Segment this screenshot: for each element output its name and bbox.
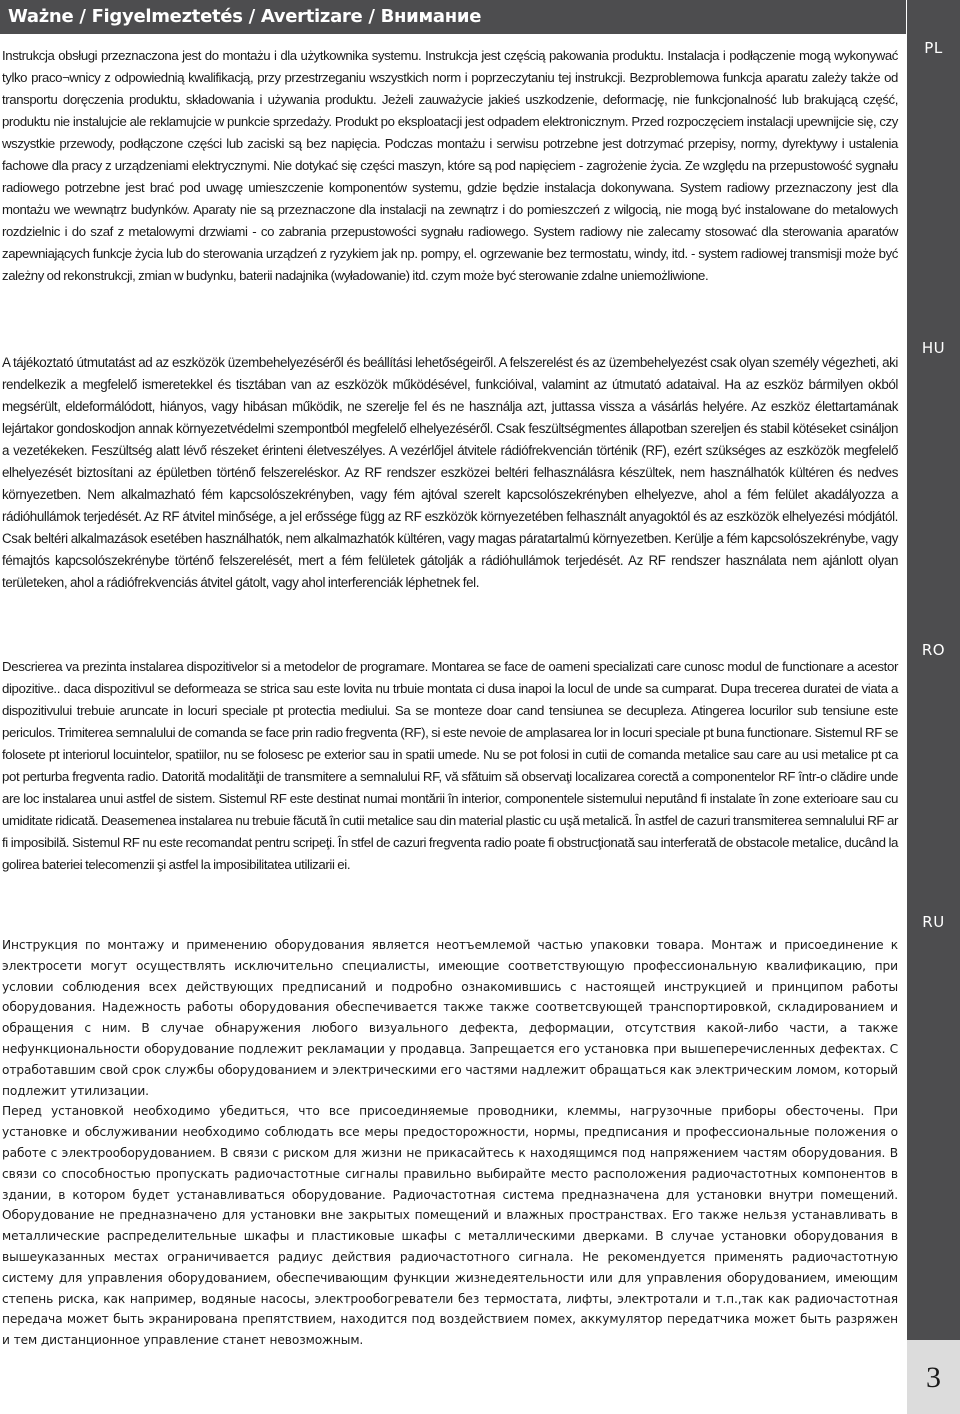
language-tag-pl: PL [924, 39, 943, 57]
language-sidebar [907, 0, 960, 1414]
paragraph-hu-1: A tájékoztató útmutatást ad az eszközök üzembehelyezéséről és beállítási lehetőségeiről. A felszerelést és az üzembehelyezést csak olyan személy végezheti, aki rendelkezik a megfelelő ismeretekkel és tisztában van az eszközök működésével, funkcióival, valamint az útmutató adataival. Ha az eszköz bármilyen okból megsérült, eldeformálódott, hiányos, vagy hibásan működik, ne szerelje fel és ne használja azt, juttassa vissza a vásárlás helyére. Az eszköz élettartamának lejártakor gondoskodjon annak környezetvédelmi szempontból megfelelő elhelyezéséről. Csak feszültségmentes állapotban szereljen és stabil kötéseket csináljon a vezetékeken. Feszültség alatt lévő részeket érinteni életveszélyes. A vezérlőjel átvitele rádiófrekvencián történik (RF), ezért szükséges az eszközök megfelelő elhelyezését biztosítani az épületben történő felszereléskor. Az RF rendszer eszközei beltéri felhasználásra készültek, nem használhatók kültéren és nedves környezetben. Nem alkalmazható fém kapcsolószekrényben, vagy fém ajtóval szerelt kapcsolószekrényben elhelyezve, ahol a fém felület akadályozza a rádióhullámok terjedését. Az RF átvitel minősége, a jel erőssége függ az RF eszközök környezetében felhasznált anyagoktól és az eszközök elhelyezési módjától. Csak beltéri alkalmazások esetében használhatók, nem alkalmazhatók kültéren, vagy magas páratartalmú környezetben. Kerülje a fém kapcsolószekrénybe, vagy fémajtós kapcsolószekrénybe történő felszerelését, mert a fém felületek gátolják a rádióhullámok terjedését. Az RF rendszer használata nem ajánlott olyan területeken, ahol a rádiófrekvenciás átvitel gátolt, vagy ahol interferenciák léphetnek fel. [2, 355, 898, 590]
paragraph-ru-1: Инструкция по монтажу и применению оборудования является неотъемлемой частью упаковки товара. Монтаж и присоединение к электросети могут осуществлять исключительно специалисты, имеющие соответствующую профессиональную квалификацию, при условии соблюдения всех действующих предписаний и подробно ознакомившись с настоящей инструкцией и принципом работы оборудования. Надежность работы оборудования обеспечивается также также соответсвующей транспортировкой, складированием и обращения с ним. В случае обнаружения любого визуального дефекта, деформации, отсутствия какой-либо части, а также нефункциональности оборудование подлежит рекламации у продавца. Запрещается его установка при вышеперечисленных дефектах. С отработавшим свой срок службы оборудованием и электрическими его частями надлежит обращаться как электрическим ломом, который подлежит утилизации. [2, 938, 898, 1098]
paragraph-ru-2: Перед установкой необходимо убедиться, что все присоединяемые проводники, клеммы, нагрузочные приборы обесточены. При установке и обслуживании необходимо соблюдать все меры предосторожности, нормы, предписания и профессиональные положения о работе с электрооборудованием. В связи с риском для жизни не прикасайтесь к находящимся под напряжением частям оборудования. В связи со способностью пропускать радиочастотные сигналы правильно выбирайте место расположения радиочастотных компонентов в здании, в котором будет устанавливаться оборудование. Радиочастотная система предназначена для установки внутри помещений. Оборудование не предназначено для установки вне закрытых помещений и влажных пространствах. Его также нельзя устанавливать в металлические распределительные шкафы и пластиковые шкафы с металлическими дверками. В случае установки оборудования в вышеуказанных местах ограничивается радиус действия радиочастотного сигнала. Не рекомендуется применять радиочастотную систему для управления оборудованием, обеспечивающим функции жизнедеятельности или для управления оборудованием, имеющим степень риска, как например, водяные насосы, электрообогреватели без термостата, лифты, электротали и т.п.,так как радиочастотная передача может быть экранирована препятствием, находится под воздействием помех, аккумулятор передатчика может быть разряжен и тем дистанционное управление станет невозможным. [2, 1104, 898, 1348]
paragraph-pl-1: Instrukcja obsługi przeznaczona jest do montażu i dla użytkownika systemu. Instrukcja jest częścią pakowania produktu. Instalacja i podłączenie mogą wykonywać tylko praco¬wnicy z odpowiednią kwalifikacją, przy przestrzeganiu wszystkich norm i poprzeczytaniu tej instrukcji. Bezproblemowa funkcja aparatu zależy także od transportu doręczenia produktu, składowania i używania produktu. Jeżeli zauważycie jakieś uszkodzenie, deformację, nie funkcjonalność lub brakującą część, produktu nie instalujcie ale reklamujcie w punkcie sprzedaży. Produkt po eksploatacji jest odpadem elektronicznym. Przed rozpoczęciem instalacji upewnijcie się, czy wszystkie przewody, podłączone części lub zaciski są bez napięcia. Podczas montażu i serwisu potrzebne jest dotrzymać przepisy, normy, dyrektywy i ustalenia fachowe dla pracy z urządzeniami elektrycznymi. Nie dotykać się części maszyn, które są pod napięciem - zagrożenie życia. Ze względu na przepustowość sygnału radiowego potrzebne jest brać pod uwagę umieszczenie komponentów systemu, gdzie będzie instalacja dokonywana. System radiowy przeznaczony jest dla montażu we wewnątrz budynków. Aparaty nie są przeznaczone dla instalacji na zewnątrz i do pomieszczeń z wilgocią, nie mogą być instalowane do metalowych rozdzielnic i do szaf z metalowymi drzwiami - co zabrania przepustowości sygnału radiowego. System radiowy nie zalecamy stosować dla sterowania aparatów zapewniających funkcje życia lub do sterowania urządzeń z ryzykiem jak np. pompy, el. ogrzewanie bez termostatu, windy, itd. - system radiowej transmisji może być zależny od rekonstrukcji, zmian w budynku, baterii nadajnika (wyładowanie) itd. czym może być sterowanie zdalne uniemożliwione. [2, 48, 898, 283]
section-polish [2, 45, 898, 287]
page-title: Ważne / Figyelmeztetés / Avertizare / Внимание [0, 0, 906, 34]
paragraph-ro-1: Descrierea va prezinta instalarea dispozitivelor si a metodelor de programare. Montarea se face de oameni specializati care cunosc modul de functionare a acestor dipozitive.. daca dispozitivul se deformeaza se strica sau este lovita nu trbuie montata ci dusa inapoi la locul de unde sa cumparat. Dupa trecerea duratei de viata a dispozitivului trebuie aruncate in locuri speciale pt protectia mediului. Sa se monteze doar cand tensiunea se decupleza. Atingerea locurilor sub tensiune este periculos. Trimiterea semnalului de comanda se face prin radio fregventa (RF), si este nevoie de amplasarea lor in locuri speciale pt buna functionare. Sistemul RF se folosete pt interiorul locuintelor, spatiilor, nu se folosesc pe exterior sau in spatii umede. Nu se pot folosi in cutii de comanda metalice sau care au usi metalice pt ca pot perturba fregventa radio. Datorită modalităţii de transmitere a semnalului RF, vă sfătuim să observaţi localizarea corectă a componentelor RF într-o clădire unde are loc instalarea unui astfel de sistem. Sistemul RF este destinat numai montării în interior, componentele sistemului neputând fi instalate în zone exterioare sau cu umiditate ridicată. Deasemenea instalarea nu trebuie făcută în cutii metalice sau din material plastic cu uşă metalică. În astfel de cazuri transmiterea semnalului RF ar fi imposibilă. Sistemul RF nu este recomandat pentru scripeţi. În stfel de cazuri fregventa radio poate fi obstrucţionată sau interferată de obstacole metalice, ducând la golirea bateriei telecomenzii şi astfel la imposibilitatea utilizarii ei. [2, 659, 898, 872]
section-russian [2, 935, 898, 1351]
section-romanian [2, 656, 898, 876]
section-hungarian [2, 352, 898, 594]
language-tag-ru: RU [922, 913, 945, 931]
language-tag-ro: RO [921, 641, 946, 659]
language-tag-hu: HU [921, 339, 946, 357]
page-number-box [907, 1340, 960, 1414]
page-number: 3 [926, 1361, 941, 1394]
